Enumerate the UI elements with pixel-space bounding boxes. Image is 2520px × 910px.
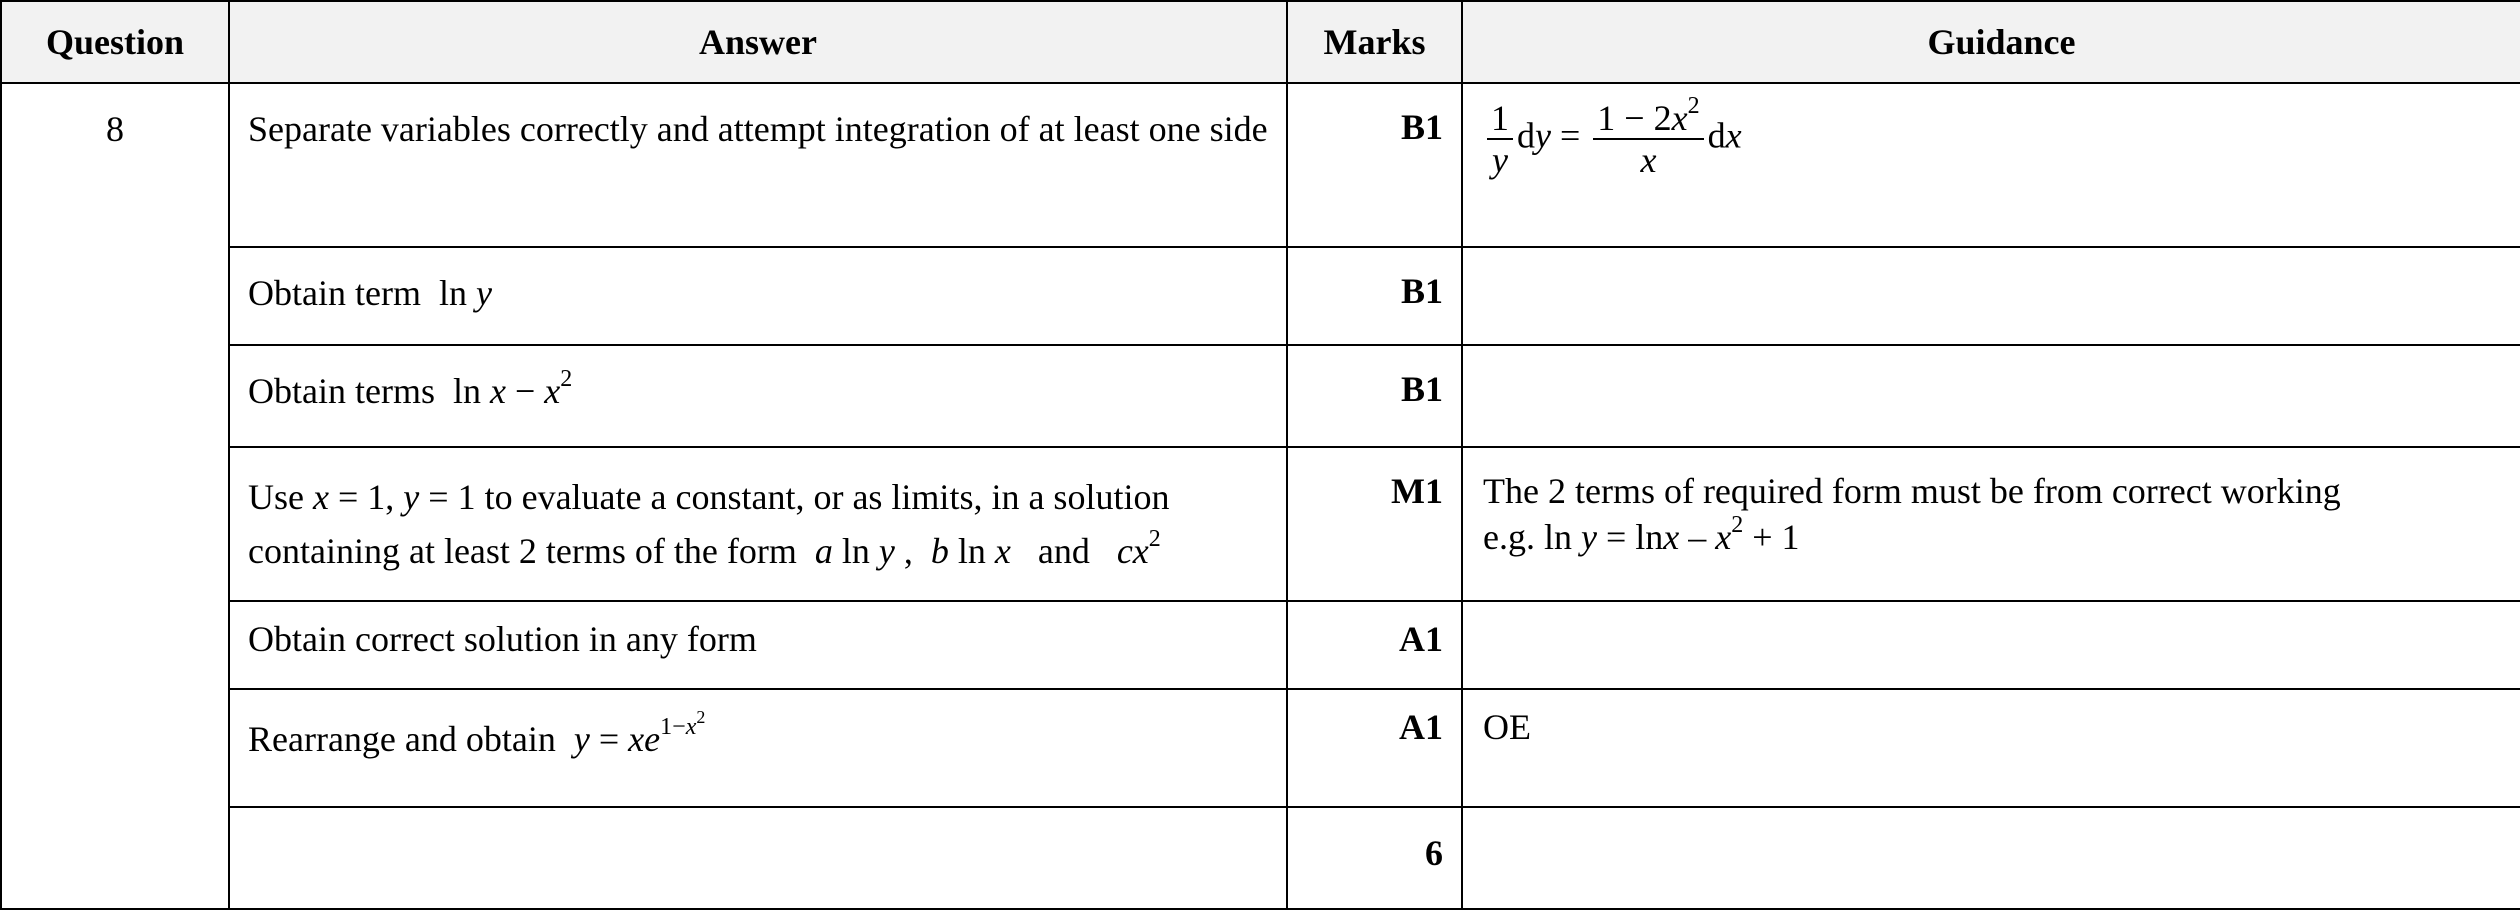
answer-cell	[229, 345, 1287, 447]
answer-math: ln y	[429, 273, 492, 313]
guidance-cell	[1462, 83, 2520, 247]
header-guidance: Guidance	[1462, 1, 2520, 83]
guidance-equation: $\frac{1}{y}$ dy = $\frac{1 - 2x^2}{x}$ dx	[1483, 98, 1742, 180]
guidance-cell	[1462, 345, 2520, 447]
table-row	[1, 689, 2520, 807]
table-row	[1, 83, 2520, 247]
guidance-cell	[1462, 447, 2520, 601]
answer-math: $y = xe^{1-x^2}$	[573, 707, 706, 759]
guidance-cell	[1462, 247, 2520, 345]
answer-cell	[229, 807, 1287, 909]
mark-cell: M1	[1287, 447, 1462, 601]
table-row	[1, 447, 2520, 601]
header-answer: Answer	[229, 1, 1287, 83]
mark-cell: B1	[1287, 247, 1462, 345]
guidance-cell: OE	[1462, 689, 2520, 807]
header-row	[1, 1, 2520, 83]
table-row	[1, 807, 2520, 909]
header-question: Question	[1, 1, 229, 83]
answer-cell	[229, 247, 1287, 345]
mark-cell: B1	[1287, 345, 1462, 447]
question-number: 8	[1, 83, 229, 909]
answer-text: Obtain terms	[248, 371, 435, 411]
mark-cell: A1	[1287, 601, 1462, 689]
answer-text: Rearrange and obtain	[248, 719, 556, 759]
mark-cell: B1	[1287, 83, 1462, 247]
guidance-example: e.g. $\ln y = \ln x - x^2 + 1$	[1483, 512, 1800, 557]
answer-cell: Use x = 1, y = 1 to evaluate a constant, or as limits, in a solution containing at least 2 terms of the form a ln y , b ln x and $cx^2$	[229, 447, 1287, 601]
header-marks: Marks	[1287, 1, 1462, 83]
total-marks: 6	[1287, 807, 1462, 909]
guidance-cell	[1462, 807, 2520, 909]
guidance-cell	[1462, 601, 2520, 689]
answer-text: Obtain term	[248, 273, 421, 313]
mark-cell: A1	[1287, 689, 1462, 807]
answer-math: $\ln x - x^2$	[443, 366, 573, 411]
answer-cell: Obtain correct solution in any form	[229, 601, 1287, 689]
answer-cell: Separate variables correctly and attempt integration of at least one side	[229, 83, 1287, 247]
table-row	[1, 345, 2520, 447]
table-row	[1, 247, 2520, 345]
answer-cell	[229, 689, 1287, 807]
guidance-text: The 2 terms of required form must be from correct working	[1483, 471, 2341, 511]
table-row	[1, 601, 2520, 689]
